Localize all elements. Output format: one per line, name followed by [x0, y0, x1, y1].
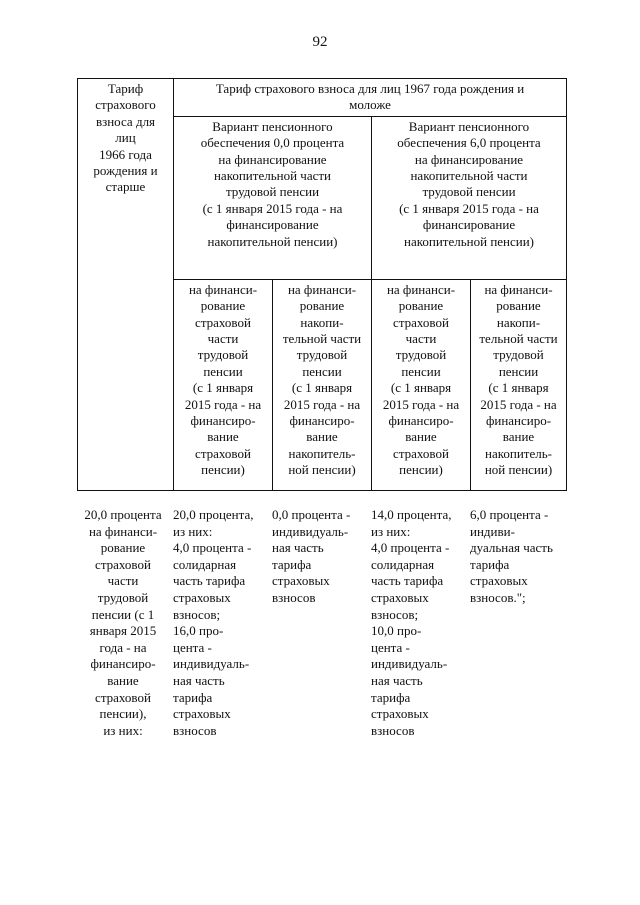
header-cell-tariff-1966: Тариф страхового взноса для лиц 1966 года рождения и старше [78, 79, 174, 491]
header-subcell-insurance-b: на финанси- рование страховой части трудовой пенсии (с 1 января 2015 года - на финансиро- вание страховой пенсии) [372, 279, 471, 490]
header-subcell-insurance-a: на финанси- рование страховой части трудовой пенсии (с 1 января 2015 года - на финансиро- вание страховой пенсии) [174, 279, 273, 490]
page-number: 92 [312, 34, 328, 50]
body-cell-funded-b: 6,0 процента - индиви- дуальная часть тарифа страховых взносов."; [470, 507, 553, 605]
header-cell-variant-6: Вариант пенсионного обеспечения 6,0 процента на финансирование накопительной части трудовой пенсии (с 1 января 2015 года - на финансирование накопительной пенсии) [372, 116, 567, 279]
body-cell-insurance-a: 20,0 процента, из них: 4,0 процента - солидарная часть тарифа страховых взносов; 16,0 про- цента - индивидуаль- ная часть тарифа страховых взносов [173, 507, 254, 738]
header-cell-tariff-1967: Тариф страхового взноса для лиц 1967 года рождения и моложе [174, 79, 567, 117]
header-subcell-funded-b: на финанси- рование накопи- тельной части трудовой пенсии (с 1 января 2015 года - на финансиро- вание накопитель- ной пенсии) [471, 279, 567, 490]
body-cell-tariff-1966: 20,0 процента на финанси- рование страховой части трудовой пенсии (с 1 января 2015 года - на финансиро- вание страховой пенсии), из них: [84, 507, 162, 738]
tariff-header-table [77, 78, 567, 491]
header-subcell-funded-a: на финанси- рование накопи- тельной части трудовой пенсии (с 1 января 2015 года - на финансиро- вание накопитель- ной пенсии) [273, 279, 372, 490]
header-cell-variant-0: Вариант пенсионного обеспечения 0,0 процента на финансирование накопительной части трудовой пенсии (с 1 января 2015 года - на финансирование накопительной пенсии) [174, 116, 372, 279]
body-cell-funded-a: 0,0 процента - индивидуаль- ная часть тарифа страховых взносов [272, 507, 351, 605]
body-cell-insurance-b: 14,0 процента, из них: 4,0 процента - солидарная часть тарифа страховых взносов; 10,0 про- цента - индивидуаль- ная часть тарифа страховых взносов [371, 507, 452, 738]
